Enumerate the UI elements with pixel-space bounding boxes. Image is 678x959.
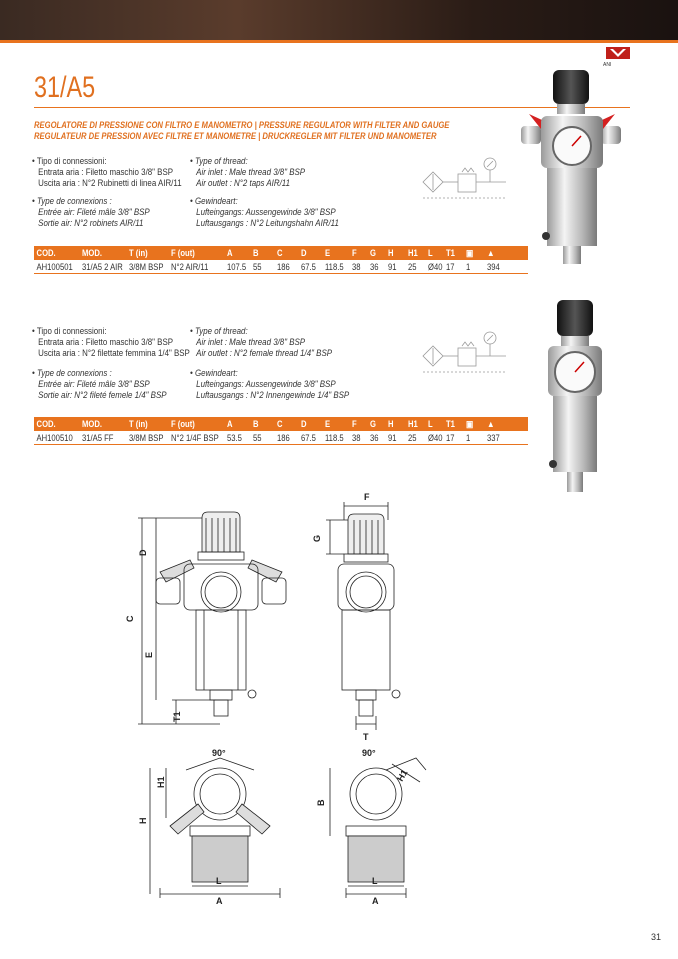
brand-logo-text: ANI (603, 62, 612, 68)
dim-label-a-left: A (216, 896, 223, 906)
box-icon: ▣ (466, 247, 474, 258)
angle-label-left: 90° (212, 748, 226, 758)
dim-label-g: G (312, 534, 322, 542)
box-icon: ▣ (466, 418, 474, 429)
dim-label-a-right: A (372, 896, 379, 906)
product-photo-2 (540, 296, 610, 496)
p2-specs-en: • Type of thread: Air inlet : Male thread 3/8" BSP Air outlet : N°2 female thread 1/4" BSP (190, 326, 332, 359)
dim-label-b: B (316, 799, 326, 806)
p1-specs-de: • Gewindeart: Lufteingangs: Aussengewinde 3/8" BSP Luftausgangs : N°2 Leitungshahn AIR/11 (190, 196, 339, 229)
pneumatic-symbol-icon (418, 152, 508, 212)
weight-icon: ▲ (487, 419, 495, 429)
product2-table (34, 417, 528, 445)
subtitle-line-2: REGULATEUR DE PRESSION AVEC FILTRE ET MANOMETRE | DRUCKREGLER MIT FILTER UND MANOMETER (34, 131, 437, 141)
dim-label-h1-left: H1 (156, 776, 166, 788)
table-header-row: COD. MOD. T (in) F (out) A B C D E F G H H1 L T1 ▣ ▲ (34, 417, 528, 431)
p2-specs-it: • Tipo di connessioni: Entrata aria : Filetto maschio 3/8" BSP Uscita aria : N°2 filettate femmina 1/4" BSP (32, 326, 190, 359)
dim-label-d: D (138, 549, 148, 556)
brand-logo-icon (603, 47, 633, 61)
p2-specs-de: • Gewindeart: Lufteingangs: Aussengewinde 3/8" BSP Luftausgangs : N°2 Innengewinde 1/4" BSP (190, 368, 349, 401)
technical-drawing (120, 488, 440, 908)
dim-label-e: E (144, 651, 154, 658)
page-number: 31 (651, 932, 662, 942)
header-accent-line (0, 40, 678, 43)
dim-label-l-left: L (216, 876, 222, 886)
p1-specs-en: • Type of thread: Air inlet : Male thread 3/8" BSP Air outlet : N°2 taps AIR/11 (190, 156, 305, 189)
table-header-row: COD. MOD. T (in) F (out) A B C D E F G H H1 L T1 ▣ ▲ (34, 246, 528, 260)
dim-label-h: H (138, 817, 148, 824)
header-bar (0, 0, 678, 40)
page-title: 31/A5 (34, 71, 96, 104)
p1-specs-fr: • Type de connexions : Entrée air: Fileté mâle 3/8" BSP Sortie air: N°2 robinets AIR/11 (32, 196, 150, 229)
subtitle-line-1: REGOLATORE DI PRESSIONE CON FILTRO E MANOMETRO | PRESSURE REGULATOR WITH FILTER AND GAUGE (34, 120, 450, 130)
table-row: AH100501 31/A5 2 AIR 3/8M BSP N°2 AIR/11 107.5 55 186 67.5 118.5 38 36 91 25 Ø40 17 1 394 (34, 260, 528, 274)
product-photo-1 (515, 66, 630, 266)
p1-specs-it: • Tipo di connessioni: Entrata aria : Filetto maschio 3/8" BSP Uscita aria : N°2 Rubinetti di linea AIR/11 (32, 156, 182, 189)
dim-label-c: C (125, 615, 135, 622)
dim-label-f: F (364, 492, 370, 502)
dim-label-h1-right: H1 (395, 768, 410, 783)
pneumatic-symbol-icon (418, 326, 508, 386)
dim-label-t1: T1 (172, 711, 182, 722)
p2-specs-fr: • Type de connexions : Entrée air: Fileté mâle 3/8" BSP Sortie air: N°2 fileté femele 1/4" BSP (32, 368, 167, 401)
dim-label-l-right: L (372, 876, 378, 886)
product1-table (34, 246, 528, 274)
table-row: AH100510 31/A5 FF 3/8M BSP N°2 1/4F BSP 53.5 55 186 67.5 118.5 38 36 91 25 Ø40 17 1 337 (34, 431, 528, 445)
dim-label-t: T (363, 732, 369, 742)
weight-icon: ▲ (487, 248, 495, 258)
angle-label-right: 90° (362, 748, 376, 758)
